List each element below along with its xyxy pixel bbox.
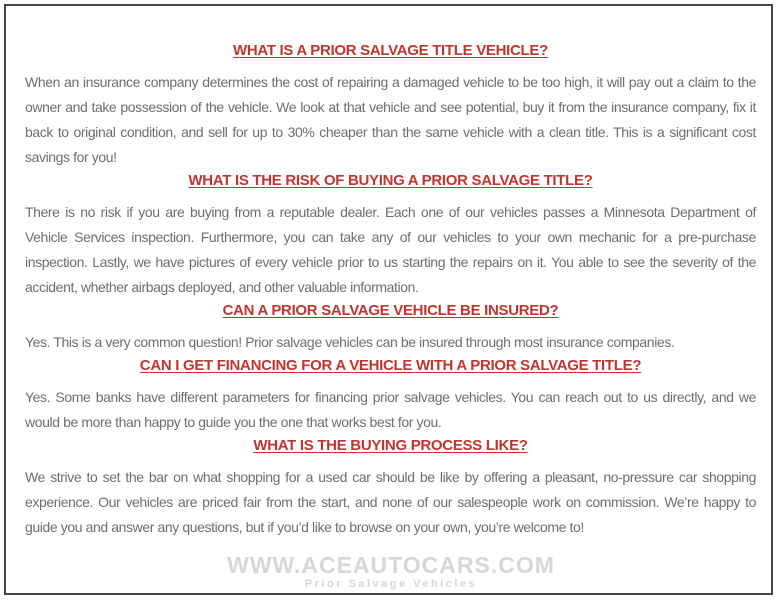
faq-answer-risk-of-buying: There is no risk if you are buying from a reputable dealer. Each one of our vehicles passes a Minnesota Department of Vehicle Services inspection. Furthermore, you can take any of our vehicles to your own mechanic for a pre-purchase inspection. Lastly, we have pictures of every vehicle prior to us starting the repairs on it. You able to see the severity of the accident, whether airbags deployed, and other valuable information. [25,204,756,295]
watermark-site-url: WWW.ACEAUTOCARS.COM [227,552,555,578]
faq-answer-what-is-prior-salvage: When an insurance company determines the cost of repairing a damaged vehicle to be too high, it will pay out a claim to the owner and take possession of the vehicle. We look at that vehicle and see potential, buy it from the insurance company, fix it back to original condition, and sell for up to 30% cheaper than the same vehicle with a clean title. This is a significant cost savings for you! [25,74,756,165]
watermark [0,553,782,591]
faq-question-financing: CAN I GET FINANCING FOR A VEHICLE WITH A PRIOR SALVAGE TITLE? [139,357,642,374]
faq-question-buying-process: WHAT IS THE BUYING PROCESS LIKE? [253,437,528,454]
faq-answer-buying-process: We strive to set the bar on what shopping for a used car should be like by offering a pleasant, no-pressure car shopping experience. Our vehicles are priced fair from the start, and none of our salespeople work on commission. We’re happy to guide you and answer any questions, but if you’d like to browse on your own, you’re welcome to! [25,469,756,535]
faq-answer-can-be-insured: Yes. This is a very common question! Prior salvage vehicles can be insured through most insurance companies. [25,334,675,350]
faq-section-risk-of-buying [25,172,756,300]
watermark-tagline: Prior Salvage Vehicles [304,578,478,590]
faq-section-financing [25,357,756,435]
faq-answer-financing: Yes. Some banks have different parameters for financing prior salvage vehicles. You can reach out to us directly, and we would be more than happy to guide you the one that works best for you. [25,389,756,430]
faq-section-what-is-prior-salvage [25,42,756,170]
faq-question-risk-of-buying: WHAT IS THE RISK OF BUYING A PRIOR SALVAGE TITLE? [188,172,593,189]
faq-question-can-be-insured: CAN A PRIOR SALVAGE VEHICLE BE INSURED? [222,302,559,319]
faq-question-what-is-prior-salvage: WHAT IS A PRIOR SALVAGE TITLE VEHICLE? [233,42,548,59]
faq-content [25,0,756,540]
faq-section-can-be-insured [25,302,756,355]
faq-section-buying-process [25,437,756,540]
